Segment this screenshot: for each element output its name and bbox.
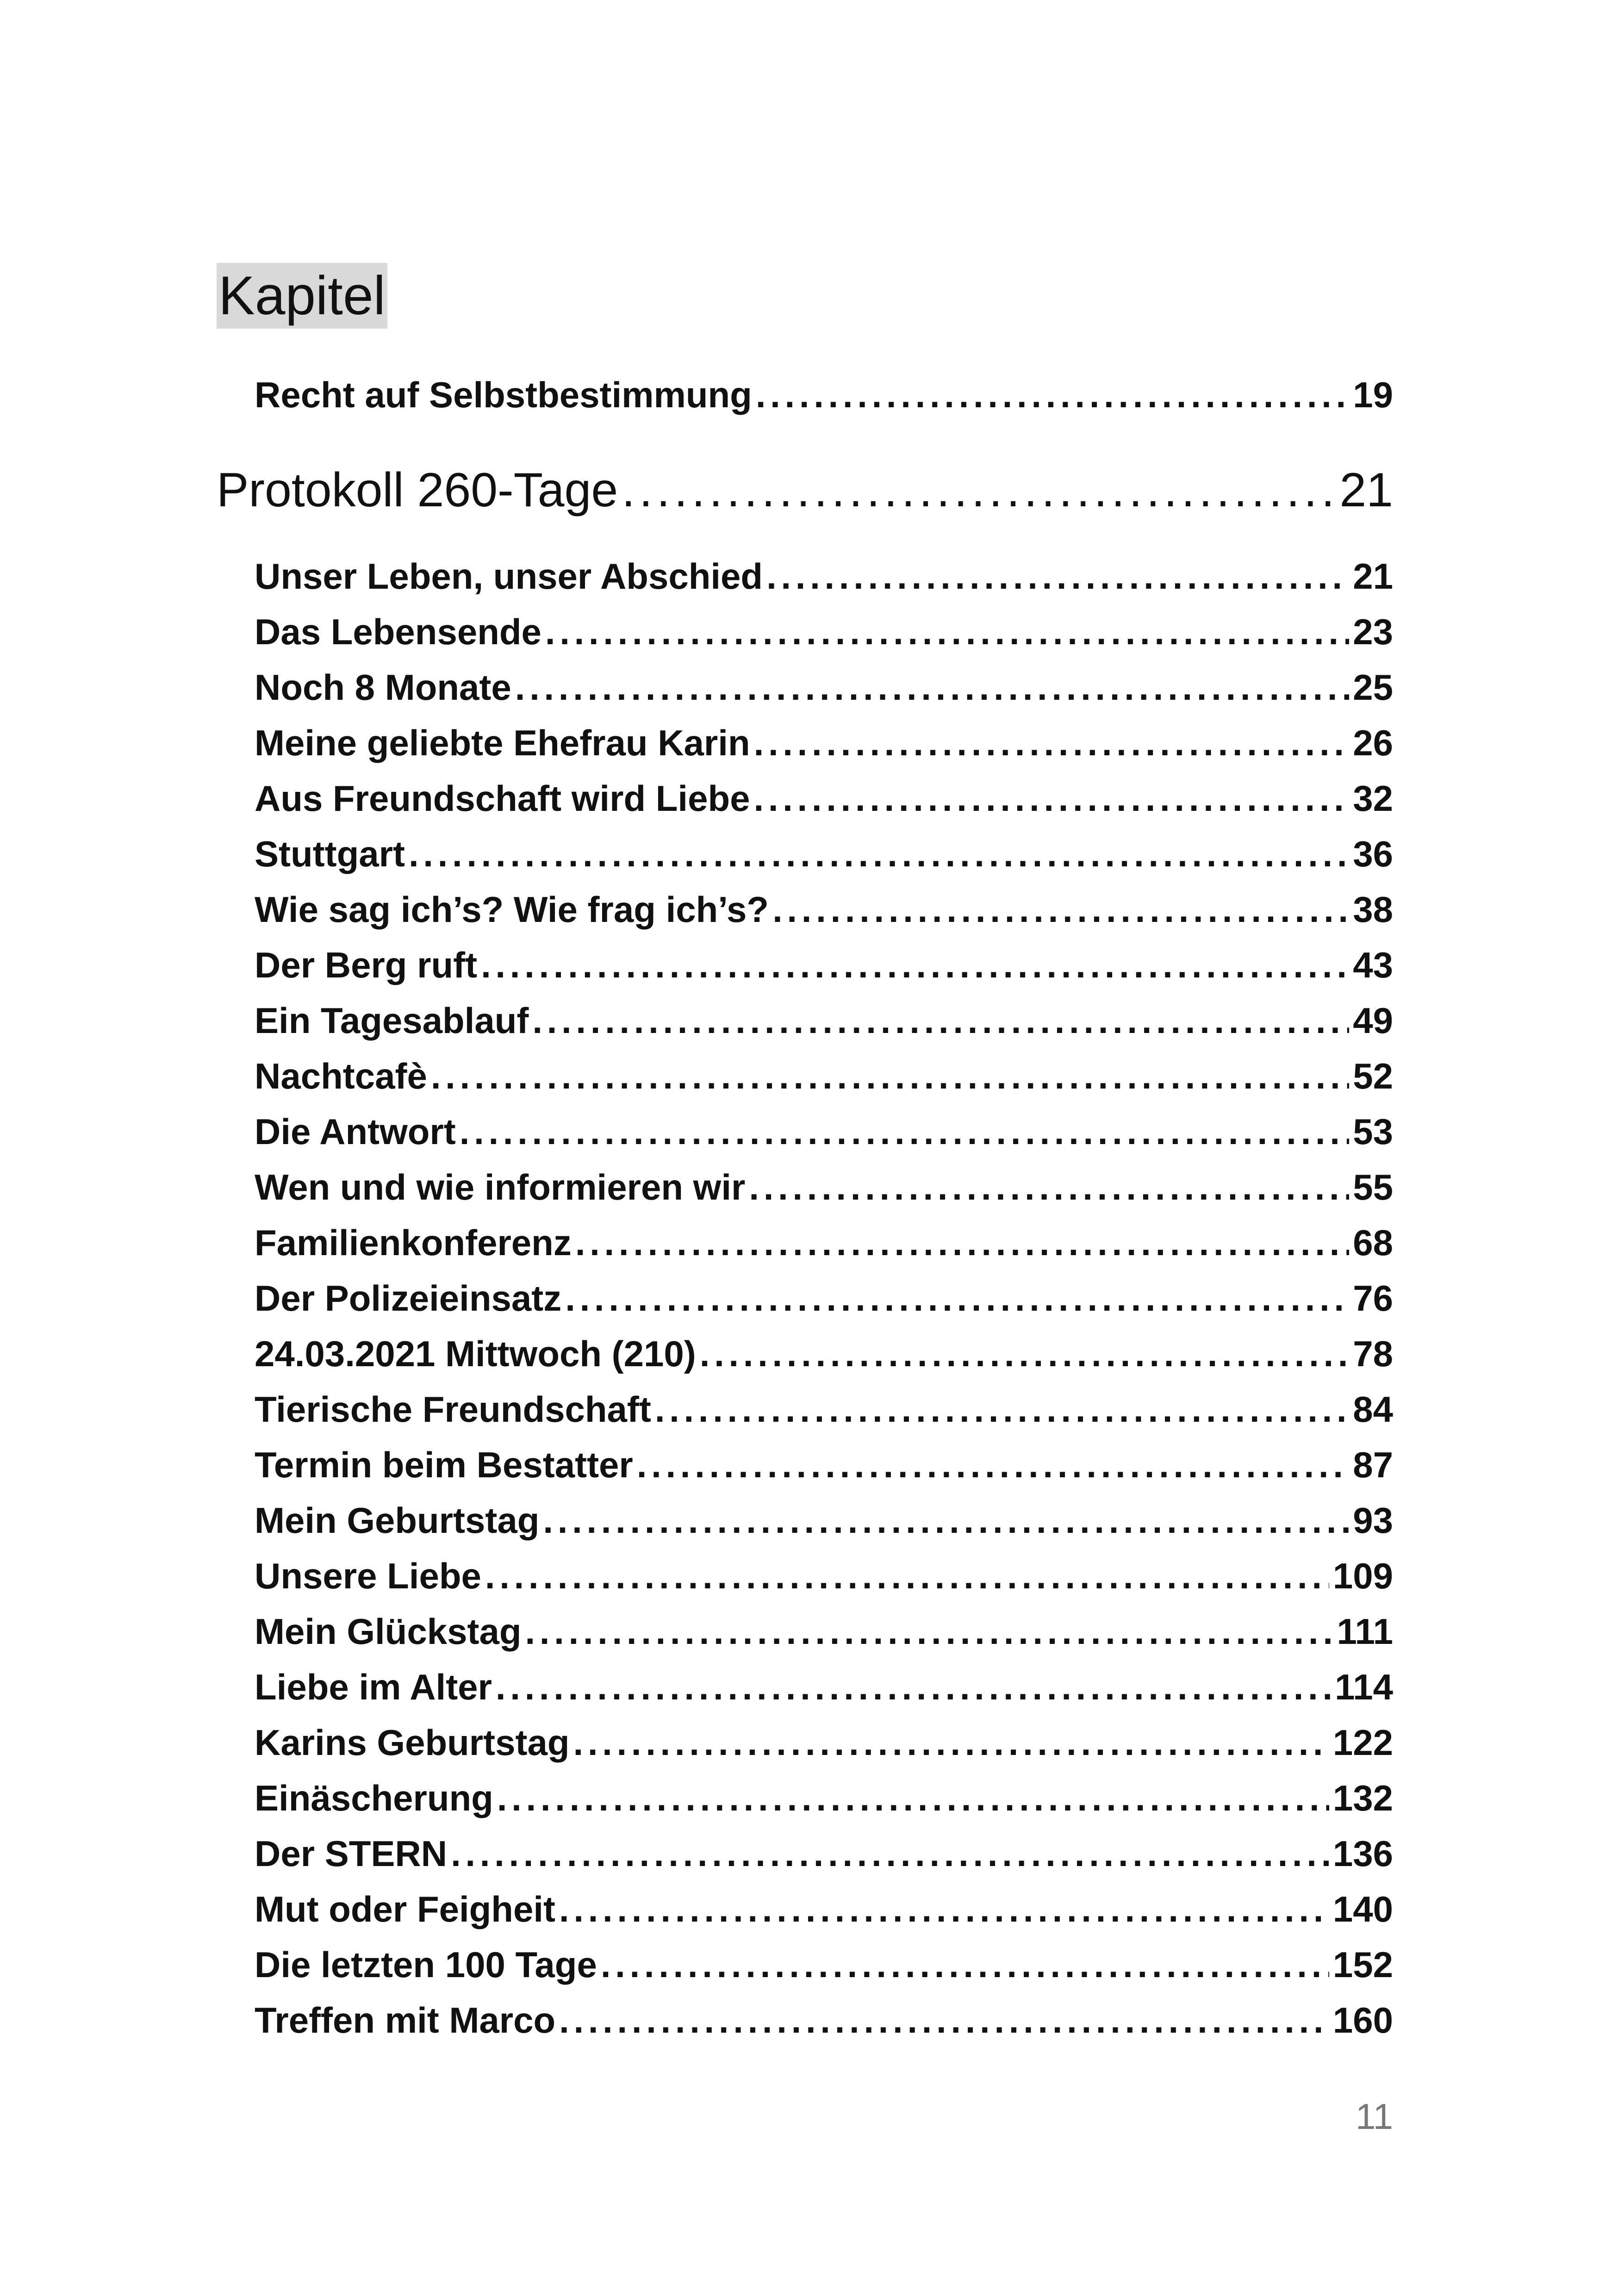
toc-entry-title: Aus Freundschaft wird Liebe <box>255 778 750 819</box>
dot-leader <box>756 374 1349 416</box>
dot-leader <box>409 833 1349 875</box>
dot-leader <box>575 1222 1349 1264</box>
dot-leader <box>637 1444 1349 1486</box>
toc-entry-page: 136 <box>1332 1833 1393 1874</box>
toc-entry-page: 21 <box>1353 556 1393 597</box>
toc-entry-title: Mein Geburtstag <box>255 1500 540 1541</box>
dot-leader <box>496 1666 1331 1708</box>
toc-entry-page: 78 <box>1353 1333 1393 1374</box>
dot-leader <box>655 1388 1349 1431</box>
toc-entry-title: Treffen mit Marco <box>255 2000 556 2041</box>
toc-entry-page: 160 <box>1332 2000 1393 2041</box>
toc-entry <box>255 778 1393 828</box>
toc-entry <box>255 374 1393 425</box>
dot-leader <box>545 611 1349 653</box>
toc-entry-page: 84 <box>1353 1389 1393 1430</box>
toc-entry-title: Mut oder Feigheit <box>255 1889 555 1929</box>
toc-entry-title: Der Polizeieinsatz <box>255 1278 562 1319</box>
toc-entry-title: Wie sag ich’s? Wie frag ich’s? <box>255 889 769 930</box>
dot-leader <box>700 1333 1349 1375</box>
dot-leader <box>543 1500 1349 1542</box>
toc-entry-title: Der STERN <box>255 1833 448 1874</box>
toc-entry-page: 36 <box>1353 834 1393 874</box>
toc-entry-title: Der Berg ruft <box>255 945 478 985</box>
chapter-heading: Kapitel <box>217 263 387 329</box>
toc-entry-page: 152 <box>1332 1944 1393 1985</box>
toc-entry <box>255 1833 1393 1884</box>
toc-main-entry <box>217 463 1393 528</box>
dot-leader <box>525 1611 1333 1653</box>
toc-entry <box>255 1000 1393 1051</box>
dot-leader <box>565 1277 1349 1319</box>
toc-entry-title: Mein Glückstag <box>255 1611 522 1652</box>
dot-leader <box>497 1777 1329 1819</box>
toc-entry-page: 55 <box>1353 1167 1393 1207</box>
toc-entry-page: 52 <box>1353 1056 1393 1096</box>
dot-leader <box>754 722 1350 764</box>
toc-entry <box>255 1222 1393 1273</box>
toc-entry <box>255 1944 1393 1995</box>
toc-entry <box>255 555 1393 606</box>
dot-leader <box>766 555 1349 597</box>
page-number: 11 <box>1356 2096 1393 2137</box>
toc-entry-page: 68 <box>1353 1222 1393 1263</box>
dot-leader <box>460 1111 1349 1153</box>
toc-entry <box>255 944 1393 995</box>
toc-entry-page: 109 <box>1332 1556 1393 1596</box>
toc-entry <box>255 1999 1393 2050</box>
toc-entry <box>255 1444 1393 1495</box>
toc-entry <box>255 1333 1393 1384</box>
toc-entry-title: Ein Tagesablauf <box>255 1000 529 1041</box>
dot-leader <box>515 666 1350 709</box>
toc-main-entry-title: Protokoll 260-Tage <box>217 463 618 517</box>
dot-leader <box>559 1999 1329 2041</box>
toc-entry-page: 111 <box>1337 1611 1393 1652</box>
toc-entry <box>255 1111 1393 1162</box>
toc-entry-page: 132 <box>1332 1778 1393 1818</box>
toc-entry <box>255 611 1393 662</box>
toc-entry-title: Die Antwort <box>255 1111 456 1152</box>
dot-leader <box>431 1055 1349 1097</box>
toc-entry <box>255 1388 1393 1439</box>
toc-entry-page: 49 <box>1353 1000 1393 1041</box>
toc-entry <box>255 722 1393 773</box>
toc-entry-title: Tierische Freundschaft <box>255 1389 651 1430</box>
toc-entry-title: Das Lebensende <box>255 611 541 652</box>
toc-entry <box>255 833 1393 884</box>
toc-entry <box>255 1166 1393 1217</box>
toc-entry-title: Stuttgart <box>255 834 405 874</box>
dot-leader <box>601 1944 1329 1986</box>
toc-entry-title: 24.03.2021 Mittwoch (210) <box>255 1333 696 1374</box>
toc-entry-title: Karins Geburtstag <box>255 1722 570 1763</box>
toc-entry-page: 53 <box>1353 1111 1393 1152</box>
toc-main-entry-page: 21 <box>1339 463 1393 517</box>
toc-entry-page: 122 <box>1332 1722 1393 1763</box>
toc-entry <box>255 1722 1393 1773</box>
toc-entry <box>255 1500 1393 1550</box>
toc-entry-title: Wen und wie informieren wir <box>255 1167 746 1207</box>
toc-entry-title: Die letzten 100 Tage <box>255 1944 597 1985</box>
toc-entry-title: Liebe im Alter <box>255 1667 492 1707</box>
toc-entry <box>255 889 1393 940</box>
toc-entry <box>255 1888 1393 1939</box>
toc-entry-page: 32 <box>1353 778 1393 819</box>
dot-leader <box>622 463 1336 518</box>
dot-leader <box>559 1888 1329 1930</box>
toc-entry-page: 93 <box>1353 1500 1393 1541</box>
toc-entry-page: 19 <box>1353 374 1393 415</box>
toc-entry-page: 25 <box>1353 667 1393 708</box>
toc-entry-title: Noch 8 Monate <box>255 667 511 708</box>
toc-entry-page: 87 <box>1353 1444 1393 1485</box>
toc-entry-title: Einäscherung <box>255 1778 493 1818</box>
toc-entry-title: Unsere Liebe <box>255 1556 481 1596</box>
toc-entry-title: Nachtcafè <box>255 1056 427 1096</box>
toc-entry <box>255 1611 1393 1661</box>
dot-leader <box>532 1000 1349 1042</box>
dot-leader <box>481 944 1349 986</box>
dot-leader <box>749 1166 1349 1208</box>
toc-entry-page: 140 <box>1332 1889 1393 1929</box>
toc-entry-page: 38 <box>1353 889 1393 930</box>
toc-entry-title: Unser Leben, unser Abschied <box>255 556 763 597</box>
toc-entry <box>255 1277 1393 1328</box>
toc-entry-title: Familienkonferenz <box>255 1222 572 1263</box>
toc-entry-page: 114 <box>1335 1667 1393 1707</box>
toc-entry-title: Meine geliebte Ehefrau Karin <box>255 722 750 763</box>
dot-leader <box>753 778 1349 820</box>
toc-entry-page: 26 <box>1353 722 1393 763</box>
dot-leader <box>573 1722 1329 1764</box>
dot-leader <box>485 1555 1329 1597</box>
toc-entry <box>255 1666 1393 1717</box>
toc-entry-page: 76 <box>1353 1278 1393 1319</box>
toc-entry-page: 23 <box>1353 611 1393 652</box>
toc-entry-title: Recht auf Selbstbestimmung <box>255 374 752 415</box>
toc-entry <box>255 666 1393 717</box>
dot-leader <box>451 1833 1329 1875</box>
toc-entry <box>255 1055 1393 1106</box>
toc-entry <box>255 1555 1393 1606</box>
toc-entry-title: Termin beim Bestatter <box>255 1444 633 1485</box>
dot-leader <box>772 889 1349 931</box>
toc-entry-page: 43 <box>1353 945 1393 985</box>
toc-entry <box>255 1777 1393 1828</box>
